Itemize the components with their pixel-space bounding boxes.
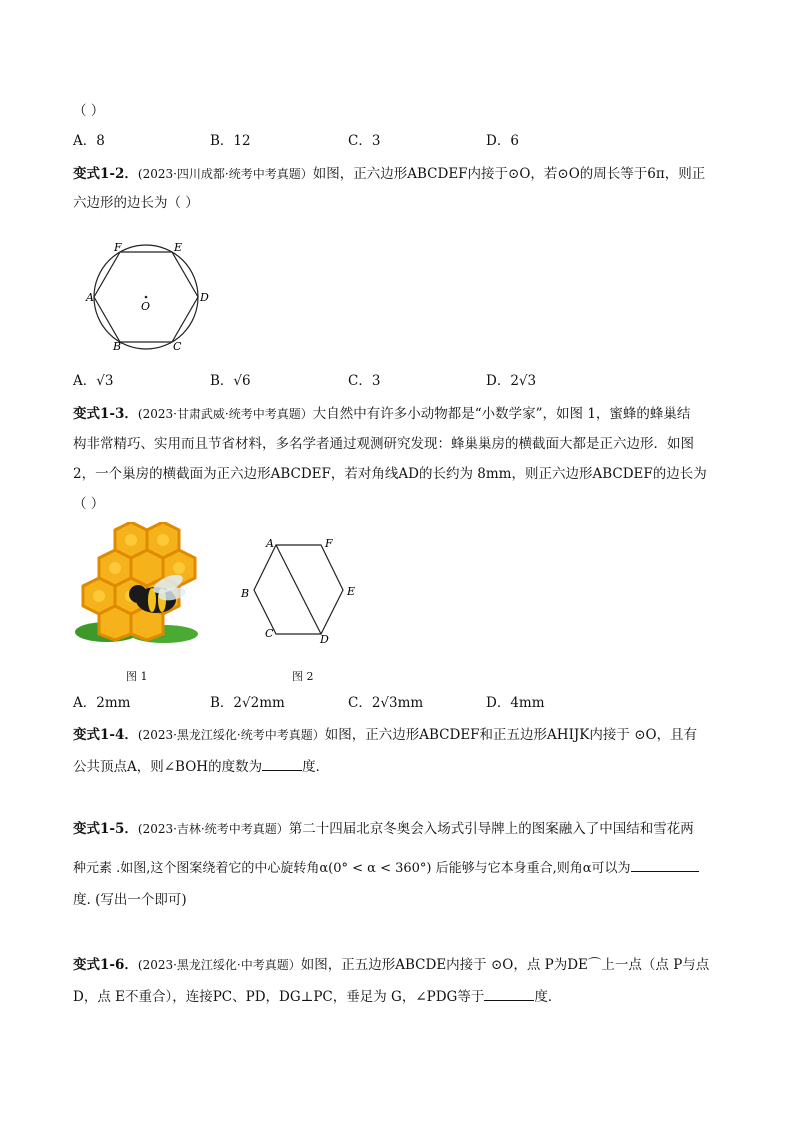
label-d: D: [320, 633, 329, 646]
question-label: 变式1-2．: [73, 166, 138, 182]
option-c: C．3: [348, 373, 381, 389]
option-d: D．6: [486, 133, 519, 149]
answer-blank[interactable]: [484, 986, 534, 1001]
question-text: 如图，正六边形ABCDEF和正五边形AHIJK内接于 ⊙O，且有: [324, 727, 698, 743]
figure-1-caption: 图 1: [126, 670, 148, 683]
label-b: B: [241, 587, 250, 600]
option-c: C．3: [348, 133, 381, 149]
question-1-6-line2: [73, 986, 561, 1006]
question-text: 种元素 .如图,这个图案绕着它的中心旋转角α(0° < α < 360°) 后能够与它本身重合,则角α可以为: [73, 861, 631, 876]
option-b: B．2√2mm: [210, 695, 285, 711]
label-a: A: [86, 291, 94, 304]
question-1-6-line1: [73, 956, 709, 974]
question-1-5-line2: [73, 857, 699, 878]
question-source: (2023·四川成都·统考中考真题）: [137, 167, 313, 181]
option-b: B．√6: [210, 373, 251, 389]
label-d: D: [200, 291, 209, 304]
question-text: 大自然中有许多小动物都是“小数学家”，如图 1，蜜蜂的蜂巢结: [312, 406, 691, 422]
question-1-5-line1: [73, 820, 694, 838]
question-1-2-line2: 六边形的边长为（ ）: [73, 195, 199, 211]
question-source: (2023·黑龙江绥化·统考中考真题）: [137, 728, 325, 742]
question-1-3-line1: [73, 405, 690, 423]
hexagon-in-circle-figure: [82, 240, 222, 355]
label-o: O: [141, 300, 151, 313]
question-source: (2023·甘肃武威·统考中考真题）: [137, 407, 313, 421]
label-b: B: [113, 340, 122, 353]
label-e: E: [174, 241, 183, 254]
question-1-4-line2: [73, 756, 329, 776]
question-1-3-line4: （ ）: [73, 496, 105, 512]
hexagon-diagonal-figure: [236, 535, 366, 647]
question-1-3-line3: 2，一个巢房的横截面为正六边形ABCDEF，若对角线AD的长约为 8mm，则正六边形ABCDEF的边长为: [73, 466, 707, 482]
option-a: A．√3: [73, 373, 114, 389]
question-1-5-line3: 度. (写出一个即可): [73, 892, 187, 908]
question-label: 变式1-5．: [73, 821, 138, 837]
figure-2-caption: 图 2: [292, 670, 314, 683]
label-f: F: [325, 537, 333, 550]
question-label: 变式1-6．: [73, 957, 138, 973]
question-text: 如图，正六边形ABCDEF内接于⊙O，若⊙O的周长等于6π，则正: [312, 166, 706, 182]
honeycomb-bee-image: [72, 522, 198, 644]
answer-blank[interactable]: [262, 756, 302, 771]
question-text: D，点 E不重合），连接PC、PD，DG⊥PC，垂足为 G，∠PDG等于: [73, 989, 485, 1005]
option-a: A．8: [73, 133, 105, 149]
label-a: A: [266, 537, 274, 550]
label-e: E: [347, 585, 356, 598]
question-1-4-line1: [73, 726, 697, 744]
label-c: C: [173, 340, 182, 353]
question-source: (2023·吉林·统考中考真题）: [137, 822, 289, 836]
option-d: D．2√3: [486, 373, 537, 389]
question-1-2-line1: [73, 165, 705, 183]
question-label: 变式1-4．: [73, 727, 138, 743]
question-text: 公共顶点A，则∠BOH的度数为: [73, 759, 263, 775]
question-text: 第二十四届北京冬奥会入场式引导牌上的图案融入了中国结和雪花两: [288, 821, 694, 837]
label-c: C: [265, 627, 274, 640]
question-text-end: 度．: [534, 989, 562, 1005]
question-text-end: 度．: [302, 759, 330, 775]
question-paren: （ ）: [73, 103, 105, 119]
option-a: A．2mm: [73, 695, 131, 711]
question-text: 如图，正五边形ABCDE内接于 ⊙O，点 P为DE⌒上一点（点 P与点: [300, 957, 710, 973]
question-label: 变式1-3．: [73, 406, 138, 422]
label-f: F: [114, 241, 122, 254]
answer-blank[interactable]: [631, 857, 699, 872]
option-b: B．12: [210, 133, 251, 149]
question-source: (2023·黑龙江绥化·中考真题）: [137, 958, 301, 972]
question-1-3-line2: 构非常精巧、实用而且节省材料，多名学者通过观测研究发现：蜂巢巢房的横截面大都是正六边形．如图: [73, 436, 694, 452]
option-c: C．2√3mm: [348, 695, 424, 711]
option-d: D．4mm: [486, 695, 545, 711]
